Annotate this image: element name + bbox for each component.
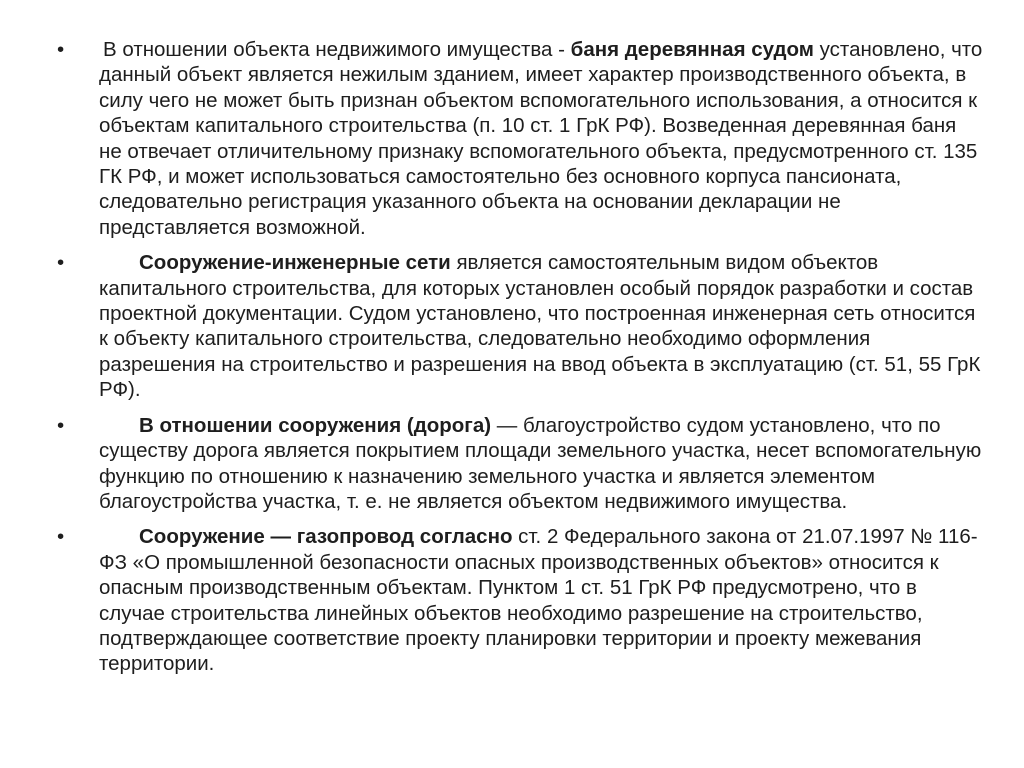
bullet-text-body: установлено, что данный объект является нежилым зданием, имеет характер производственного объекта, в силу чего не может быть признан объектом вспомогательного использования, а относится к объектам капитального строительства (п. 10 ст. 1 ГрК РФ). Возведенная деревянная баня не отвечает отличительному признаку вспомогательного объекта, предусмотренного ст. 135 ГК РФ, и может использоваться самостоятельно без основного корпуса пансионата, следовательно регистрация указанного объекта на основании декларации не представляется возможной. xyxy=(99,38,983,239)
bullet-text-bold: Сооружение-инженерные сети xyxy=(139,251,451,275)
bullet-text-body: — благоустройство судом установлено, что по существу дорога является покрытием площади земельного участка, несет вспомогательную функцию по отношению к назначению земельного участка и является элементом благоустройства участка, т. е. не является объектом недвижимого имущества. xyxy=(99,413,982,513)
bullet-item-gas-pipeline xyxy=(0,524,1024,676)
bullet-icon: • xyxy=(57,413,65,437)
bullet-text-bold: баня деревянная судом xyxy=(570,38,814,61)
bullet-icon: • xyxy=(57,525,65,549)
bullet-icon: • xyxy=(57,251,65,275)
bullet-icon: • xyxy=(57,38,65,61)
bullet-text-bold: В отношении сооружения (дорога) xyxy=(139,413,492,437)
bullet-list xyxy=(0,37,1024,687)
bullet-text-pre: В отношении объекта недвижимого имущества - xyxy=(103,38,571,61)
bullet-text-body: является самостоятельным видом объектов капитального строительства, для которых установлен особый порядок разработки и состав проектной документации. Судом установлено, что построенная инженерная сеть относится к объекту капитального строительства, следовательно необходимо оформления разрешения на строительство и разрешения на ввод объекта в эксплуатацию (ст. 51, 55 ГрК РФ). xyxy=(99,251,981,402)
bullet-item-engineering-networks xyxy=(0,250,1024,402)
bullet-text-bold: Сооружение — газопровод согласно xyxy=(139,525,513,549)
bullet-text-body: ст. 2 Федерального закона от 21.07.1997 № 116-ФЗ «О промышленной безопасности опасных производственных объектов» относится к опасным производственным объектам. Пунктом 1 ст. 51 ГрК РФ предусмотрено, что в случае строительства линейных объектов необходимо разрешение на строительство, подтверждающее соответствие проекту планировки территории и проекту межевания территории. xyxy=(99,525,978,676)
bullet-item-banya xyxy=(0,37,1024,240)
bullet-item-road xyxy=(0,413,1024,515)
